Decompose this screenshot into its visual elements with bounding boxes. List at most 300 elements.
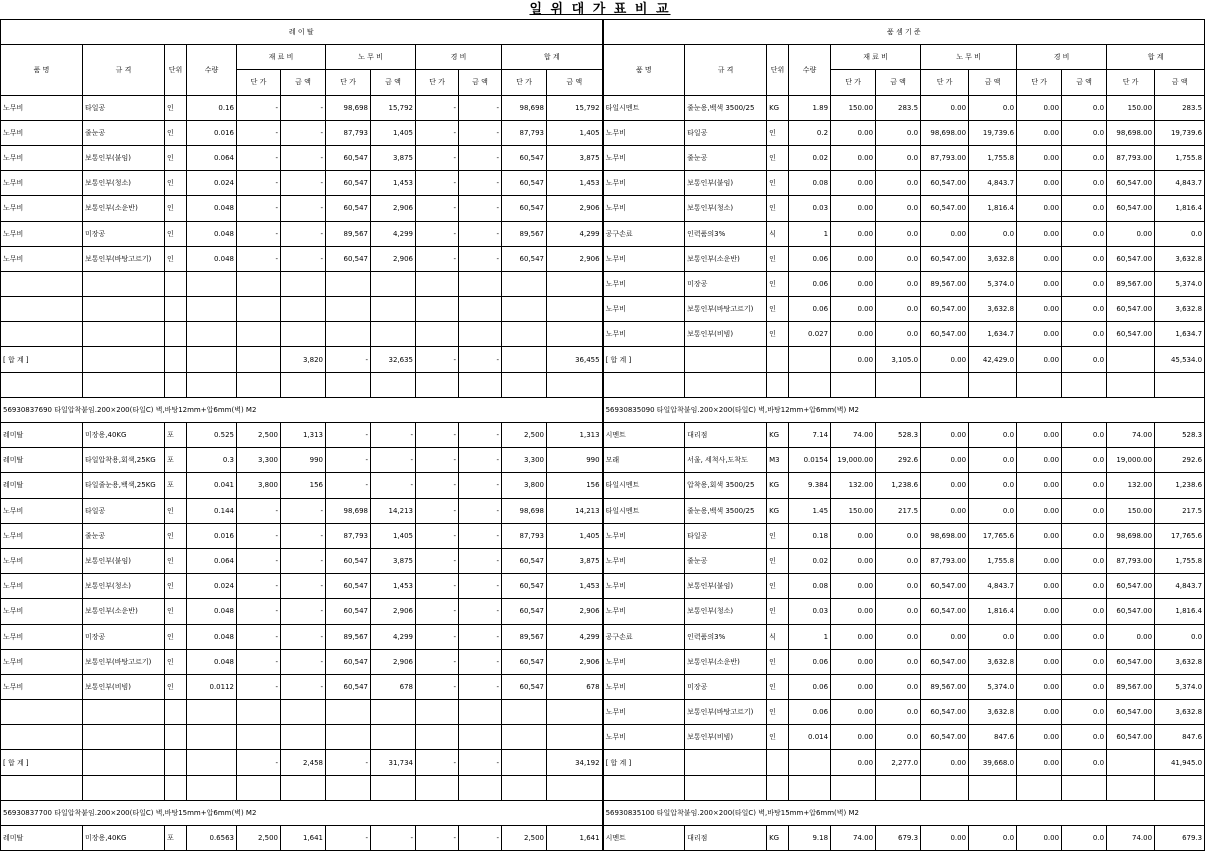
cell: KG — [767, 473, 789, 498]
cell: 0.525 — [187, 423, 237, 448]
cell — [187, 725, 237, 750]
cell: 인력품의3% — [685, 221, 767, 246]
cell: 0.00 — [831, 297, 876, 322]
cell: 0.0 — [969, 221, 1017, 246]
cell — [1107, 775, 1155, 800]
cell: - — [237, 624, 281, 649]
cell: 0.00 — [1017, 574, 1062, 599]
cell: 60,547.00 — [1107, 574, 1155, 599]
cell: 인 — [767, 297, 789, 322]
cell — [1155, 775, 1205, 800]
cell — [416, 775, 459, 800]
cell — [1017, 775, 1062, 800]
cell: 98,698 — [326, 498, 371, 523]
cell: - — [459, 145, 502, 170]
cell: 0.0 — [876, 725, 921, 750]
cell: 보통인부(비빔) — [685, 725, 767, 750]
cell: 2,500 — [237, 826, 281, 851]
cell — [502, 271, 547, 296]
cell: 0.0 — [1062, 523, 1107, 548]
cell: 노무비 — [1, 221, 83, 246]
cell: 0.00 — [1107, 221, 1155, 246]
cell: 타일시멘트 — [603, 95, 685, 120]
cell — [921, 372, 969, 397]
cell — [459, 372, 502, 397]
cell: 0.18 — [789, 523, 831, 548]
cell: 156 — [547, 473, 603, 498]
cell — [83, 322, 165, 347]
cell: 0.00 — [831, 246, 876, 271]
cell: 타일공 — [83, 95, 165, 120]
cell: 1,755.8 — [1155, 145, 1205, 170]
cell: 0.06 — [789, 674, 831, 699]
cell — [371, 725, 416, 750]
cell: 0.016 — [187, 523, 237, 548]
cell: 0.048 — [187, 624, 237, 649]
cell: 0.0 — [1062, 725, 1107, 750]
cell: 89,567.00 — [921, 674, 969, 699]
cell — [831, 775, 876, 800]
cell — [237, 322, 281, 347]
cell: - — [281, 246, 326, 271]
total-row — [1, 750, 1205, 775]
cell — [876, 372, 921, 397]
cell: 1,634.7 — [1155, 322, 1205, 347]
cell: - — [237, 599, 281, 624]
cell — [416, 372, 459, 397]
header-amount: 금 액 — [1062, 70, 1107, 95]
header-unit-price: 단 가 — [416, 70, 459, 95]
cell: 1.45 — [789, 498, 831, 523]
cell: 0.00 — [831, 120, 876, 145]
cell: 5,374.0 — [1155, 674, 1205, 699]
cell: 292.6 — [1155, 448, 1205, 473]
cell: 0.08 — [789, 171, 831, 196]
cell: 150.00 — [831, 498, 876, 523]
cell — [165, 322, 187, 347]
cell: - — [371, 423, 416, 448]
cell: 98,698 — [502, 95, 547, 120]
cell: 0.0 — [1062, 322, 1107, 347]
cell: 0.0 — [1062, 826, 1107, 851]
cell: 2,906 — [371, 246, 416, 271]
cell — [685, 750, 767, 775]
cell: 2,458 — [281, 750, 326, 775]
cell: 0.048 — [187, 649, 237, 674]
cell: 17,765.6 — [1155, 523, 1205, 548]
cell: 1,405 — [371, 523, 416, 548]
cell — [459, 297, 502, 322]
cell — [767, 775, 789, 800]
cell: 4,843.7 — [1155, 574, 1205, 599]
cell: 4,843.7 — [969, 574, 1017, 599]
cell: - — [281, 649, 326, 674]
cell: 노무비 — [1, 574, 83, 599]
cell: 0.00 — [1017, 700, 1062, 725]
table-row — [1, 700, 1205, 725]
header-unit-price: 단 가 — [831, 70, 876, 95]
cell: 노무비 — [603, 523, 685, 548]
cell: 노무비 — [603, 574, 685, 599]
cell — [502, 347, 547, 372]
cell — [281, 372, 326, 397]
cell: 0.6563 — [187, 826, 237, 851]
cell: 타일압착용,회색,25KG — [83, 448, 165, 473]
cell: 679.3 — [1155, 826, 1205, 851]
cell: 679.3 — [876, 826, 921, 851]
cell: 인 — [165, 599, 187, 624]
cell: 2,906 — [371, 599, 416, 624]
cell: 0.0 — [1062, 649, 1107, 674]
cell: 0.00 — [1017, 95, 1062, 120]
cell — [459, 775, 502, 800]
cell: - — [416, 448, 459, 473]
header-qty: 수량 — [187, 45, 237, 95]
cell: 보통인부(바탕고르기) — [685, 700, 767, 725]
cell: 0.064 — [187, 145, 237, 170]
cell: 노무비 — [1, 548, 83, 573]
item-code-right: 56930835100 타일압착붙임.200×200(타일C) 벽,바탕15mm+압6mm(벽) M2 — [603, 800, 1205, 825]
cell — [603, 775, 685, 800]
table-row — [1, 171, 1205, 196]
cell: - — [326, 826, 371, 851]
cell: 1,453 — [547, 171, 603, 196]
cell: KG — [767, 423, 789, 448]
cell: 2,906 — [371, 196, 416, 221]
cell: - — [326, 448, 371, 473]
cell: - — [416, 599, 459, 624]
cell: 인 — [165, 523, 187, 548]
cell — [789, 347, 831, 372]
cell — [459, 700, 502, 725]
cell: - — [237, 221, 281, 246]
cell: 678 — [371, 674, 416, 699]
cell: 0.00 — [1017, 196, 1062, 221]
cell: 0.00 — [1017, 674, 1062, 699]
cell — [502, 322, 547, 347]
cell: 보통인부(붙임) — [685, 171, 767, 196]
cell: 9.18 — [789, 826, 831, 851]
header-unit: 단위 — [767, 45, 789, 95]
cell: 14,213 — [547, 498, 603, 523]
cell — [969, 775, 1017, 800]
cell: - — [281, 624, 326, 649]
cell: 0.0 — [969, 826, 1017, 851]
cell — [876, 775, 921, 800]
cell: 15,792 — [371, 95, 416, 120]
cell: 60,547 — [502, 548, 547, 573]
cell: 60,547 — [502, 145, 547, 170]
cell — [789, 775, 831, 800]
cell — [83, 750, 165, 775]
header-labor: 노 무 비 — [921, 45, 1017, 70]
cell: 0.00 — [831, 700, 876, 725]
cell: 4,299 — [547, 221, 603, 246]
cell: 150.00 — [831, 95, 876, 120]
cell — [326, 372, 371, 397]
cell: - — [416, 473, 459, 498]
cell: - — [237, 548, 281, 573]
cell: 0.0 — [876, 574, 921, 599]
cell — [1107, 750, 1155, 775]
cell — [187, 347, 237, 372]
cell: 0.02 — [789, 145, 831, 170]
cell: 0.08 — [789, 574, 831, 599]
cell: - — [281, 498, 326, 523]
cell — [459, 725, 502, 750]
cell: 528.3 — [876, 423, 921, 448]
cell: 0.0 — [1062, 196, 1107, 221]
cell — [502, 750, 547, 775]
cell — [416, 297, 459, 322]
cell — [547, 725, 603, 750]
cell — [83, 725, 165, 750]
cell: 0.06 — [789, 271, 831, 296]
cell: 0.00 — [1017, 145, 1062, 170]
cell: 타일시멘트 — [603, 473, 685, 498]
table-row — [1, 548, 1205, 573]
cell: - — [459, 574, 502, 599]
header-unit-price: 단 가 — [502, 70, 547, 95]
cell: 0.16 — [187, 95, 237, 120]
cell: 1,755.8 — [969, 548, 1017, 573]
cell: 0.027 — [789, 322, 831, 347]
cell: 보통인부(청소) — [83, 574, 165, 599]
cell: 0.0 — [876, 548, 921, 573]
cell: 60,547 — [326, 574, 371, 599]
header-unit: 단위 — [165, 45, 187, 95]
cell: - — [416, 145, 459, 170]
cell: 미장공 — [83, 624, 165, 649]
cell: 15,792 — [547, 95, 603, 120]
cell: 2,906 — [371, 649, 416, 674]
cell — [1107, 372, 1155, 397]
cell — [1, 775, 83, 800]
cell: 3,632.8 — [969, 649, 1017, 674]
cell: - — [281, 674, 326, 699]
cell — [187, 775, 237, 800]
cell: 0.0 — [1062, 599, 1107, 624]
table-row — [1, 649, 1205, 674]
cell: - — [416, 624, 459, 649]
cell: 0.00 — [1017, 448, 1062, 473]
cell: 0.00 — [831, 322, 876, 347]
cell: - — [326, 347, 371, 372]
cell: 인 — [165, 145, 187, 170]
cell: 0.0 — [876, 120, 921, 145]
cell: 0.048 — [187, 246, 237, 271]
cell: 0.0 — [1062, 700, 1107, 725]
cell: 인 — [165, 674, 187, 699]
cell: 보통인부(청소) — [83, 171, 165, 196]
item-code-left: 56930837690 타일압착붙임.200×200(타일C) 벽,바탕12mm+압6mm(벽) M2 — [1, 397, 603, 422]
cell: 대리점 — [685, 826, 767, 851]
cell — [281, 271, 326, 296]
cell: - — [371, 473, 416, 498]
cell: 식 — [767, 624, 789, 649]
cell: 0.00 — [1017, 523, 1062, 548]
cell: 292.6 — [876, 448, 921, 473]
cell — [326, 725, 371, 750]
cell: 89,567.00 — [1107, 271, 1155, 296]
cell: - — [459, 674, 502, 699]
cell: 990 — [547, 448, 603, 473]
cell: 156 — [281, 473, 326, 498]
cell — [685, 372, 767, 397]
cell: 60,547 — [502, 599, 547, 624]
cell: 0.0 — [876, 624, 921, 649]
cell: 60,547 — [502, 171, 547, 196]
cell: 150.00 — [1107, 498, 1155, 523]
cell — [326, 775, 371, 800]
table-row — [1, 297, 1205, 322]
cell: 2,500 — [502, 826, 547, 851]
cell: 인 — [165, 221, 187, 246]
cell: 노무비 — [603, 196, 685, 221]
cell: 타일공 — [83, 498, 165, 523]
cell: 타일줄눈용,백색,25KG — [83, 473, 165, 498]
cell: 0.00 — [831, 145, 876, 170]
table-row — [1, 498, 1205, 523]
cell: 0.0 — [1062, 120, 1107, 145]
cell: 0.00 — [921, 498, 969, 523]
cell: 레미탈 — [1, 473, 83, 498]
cell: 3,820 — [281, 347, 326, 372]
cell — [281, 322, 326, 347]
header-material: 재 료 비 — [831, 45, 921, 70]
cell: 74.00 — [1107, 423, 1155, 448]
item-code-row — [1, 800, 1205, 825]
cell — [1017, 372, 1062, 397]
cell: 인 — [767, 322, 789, 347]
cell: 4,843.7 — [1155, 171, 1205, 196]
cell: 0.0 — [1062, 498, 1107, 523]
cell — [685, 775, 767, 800]
cell: 0.06 — [789, 700, 831, 725]
cell: 0.00 — [1017, 725, 1062, 750]
cell: 2,500 — [237, 423, 281, 448]
cell — [416, 700, 459, 725]
cell: KG — [767, 95, 789, 120]
header-labor: 노 무 비 — [326, 45, 416, 70]
table-row — [1, 271, 1205, 296]
cell: 0.00 — [1017, 473, 1062, 498]
cell: 19,739.6 — [969, 120, 1017, 145]
cell: - — [416, 95, 459, 120]
cell — [502, 725, 547, 750]
cell: 2,277.0 — [876, 750, 921, 775]
cell — [326, 322, 371, 347]
cell: 60,547 — [502, 649, 547, 674]
cell — [831, 372, 876, 397]
cell: 0.00 — [921, 826, 969, 851]
cell: 60,547.00 — [921, 196, 969, 221]
cell: 1,405 — [547, 120, 603, 145]
cell: 줄눈용,백색 3500/25 — [685, 498, 767, 523]
cell: - — [416, 171, 459, 196]
cell: 0.0 — [876, 246, 921, 271]
cell: 0.0 — [876, 271, 921, 296]
cell: 0.00 — [1017, 271, 1062, 296]
cell: 노무비 — [603, 120, 685, 145]
cell: 노무비 — [1, 498, 83, 523]
header-unit-price: 단 가 — [1107, 70, 1155, 95]
table-row — [1, 246, 1205, 271]
cell: 3,632.8 — [969, 246, 1017, 271]
cell: 60,547 — [326, 548, 371, 573]
cell: 인 — [767, 246, 789, 271]
cell: 노무비 — [1, 196, 83, 221]
cell: 미장공 — [685, 271, 767, 296]
table-row — [1, 448, 1205, 473]
cell: 3,800 — [237, 473, 281, 498]
cell: 0.0 — [1062, 246, 1107, 271]
cell: 74.00 — [831, 423, 876, 448]
cell: - — [416, 347, 459, 372]
cell: 0.00 — [831, 750, 876, 775]
cell: 인 — [767, 145, 789, 170]
cell — [237, 725, 281, 750]
cell: - — [416, 826, 459, 851]
cell: 1,755.8 — [1155, 548, 1205, 573]
cell: 0.041 — [187, 473, 237, 498]
cell: 60,547.00 — [921, 574, 969, 599]
cell: [ 합 계 ] — [603, 750, 685, 775]
cell — [326, 271, 371, 296]
header-amount: 금 액 — [459, 70, 502, 95]
cell: 0.0 — [969, 423, 1017, 448]
cell: 0.00 — [1017, 297, 1062, 322]
cell: 0.0 — [876, 171, 921, 196]
cell: - — [326, 423, 371, 448]
cell: 인 — [767, 599, 789, 624]
comparison-table — [0, 19, 1205, 851]
cell: 노무비 — [603, 700, 685, 725]
cell — [767, 347, 789, 372]
cell: 0.0 — [969, 95, 1017, 120]
cell: - — [237, 120, 281, 145]
cell: 인 — [767, 120, 789, 145]
cell: 0.0 — [969, 624, 1017, 649]
cell: 60,547.00 — [1107, 322, 1155, 347]
cell: 60,547.00 — [1107, 171, 1155, 196]
cell — [547, 372, 603, 397]
cell: 인 — [767, 523, 789, 548]
cell — [165, 700, 187, 725]
cell: 노무비 — [603, 548, 685, 573]
cell: 60,547.00 — [1107, 246, 1155, 271]
cell: - — [459, 649, 502, 674]
cell: 60,547 — [502, 674, 547, 699]
cell: 87,793 — [502, 523, 547, 548]
cell: 60,547.00 — [921, 599, 969, 624]
header-item-name: 품 명 — [1, 45, 83, 95]
cell: 식 — [767, 221, 789, 246]
cell: 60,547.00 — [1107, 649, 1155, 674]
cell: 0.00 — [831, 599, 876, 624]
cell: 3,300 — [237, 448, 281, 473]
cell: 31,734 — [371, 750, 416, 775]
cell: - — [281, 171, 326, 196]
cell — [187, 297, 237, 322]
cell: 2,500 — [502, 423, 547, 448]
cell: 0.0 — [1062, 423, 1107, 448]
header-amount: 금 액 — [1155, 70, 1205, 95]
cell: 45,534.0 — [1155, 347, 1205, 372]
cell: 타일공 — [685, 120, 767, 145]
cell: 인 — [767, 700, 789, 725]
cell: 인 — [165, 498, 187, 523]
